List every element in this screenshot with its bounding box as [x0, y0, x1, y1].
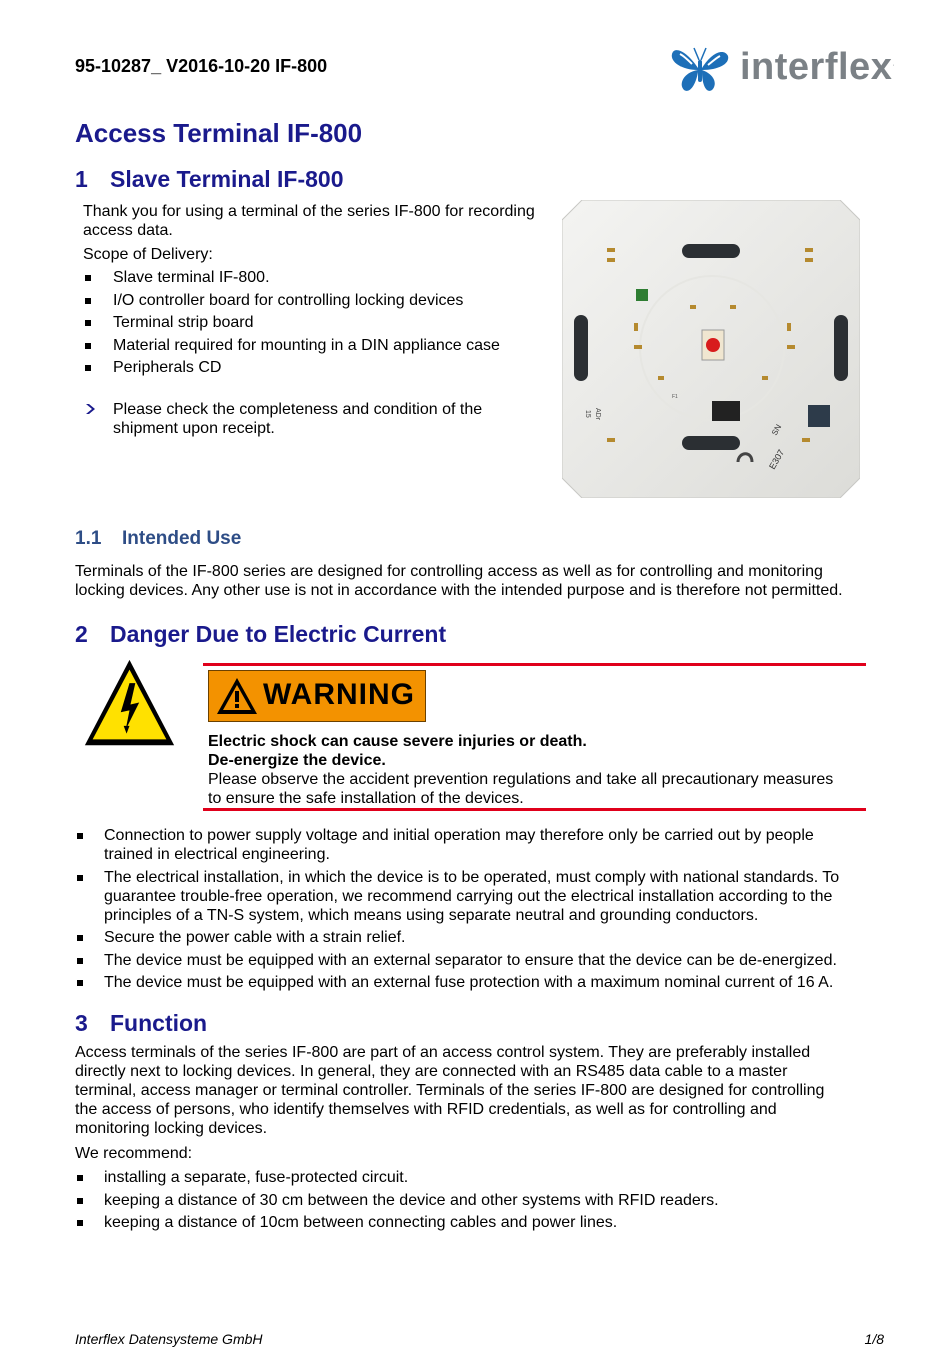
text-line: Thank you for using a terminal of the series IF-800 for recording — [83, 203, 535, 220]
electric-safety-list — [75, 826, 839, 992]
document-id: 95-10287_ V2016-10-20 IF-800 — [75, 56, 328, 76]
warning-bold-line: Electric shock can cause severe injuries or death. — [208, 733, 587, 750]
section-title: Intended Use — [122, 528, 242, 549]
section-2-heading — [75, 621, 446, 648]
bullet-icon — [85, 320, 91, 326]
text-line: access data. — [83, 222, 173, 239]
text-line: Please check the completeness and condition of the — [113, 401, 483, 418]
butterfly-icon — [668, 40, 734, 96]
exclamation-triangle-icon — [215, 676, 259, 716]
terminal-board-photo — [562, 200, 860, 498]
high-voltage-warning-icon — [81, 656, 178, 753]
text-line: locking devices. Any other use is not in accordance with the intended purpose and is therefore not permitted. — [75, 582, 843, 599]
text-line: shipment upon receipt. — [113, 420, 275, 437]
bullet-icon — [77, 935, 83, 941]
text-line: to ensure the safe installation of the devices. — [208, 790, 524, 807]
text-line: the access of persons, who identify themselves with RFID credentials, as well as for controlling and — [75, 1101, 777, 1118]
function-paragraph — [75, 1043, 824, 1138]
list-item: The device must be equipped with an external separator to ensure that the device can be de-energized. — [75, 951, 839, 970]
list-item: Secure the power cable with a strain relief. — [75, 928, 839, 947]
board-label: F1 — [672, 394, 678, 400]
section-title: Danger Due to Electric Current — [110, 621, 447, 647]
section-title: Slave Terminal IF-800 — [110, 166, 344, 192]
section-1-intro — [83, 202, 535, 240]
board-label: E307 — [767, 447, 787, 471]
page-title: Access Terminal IF-800 — [75, 118, 363, 148]
bullet-icon — [85, 275, 91, 281]
bullet-icon — [77, 980, 83, 986]
list-item: The electrical installation, in which the device is to be operated, must comply with national standards. To guarantee trouble-free operation, we recommend carrying out the electrical installation according to the principles of a TN-S system, which means using separate neutral and grounding conductors. — [75, 868, 839, 925]
text-line: Please observe the accident prevention regulations and take all precautionary measures — [208, 771, 834, 788]
list-item: Connection to power supply voltage and initial operation may therefore only be carried out by people trained in electrical engineering. — [75, 826, 839, 864]
section-number: 3 — [75, 1010, 88, 1036]
bullet-icon — [85, 365, 91, 371]
text-line: Access terminals of the series IF-800 are part of an access control system. They are preferably installed — [75, 1044, 811, 1061]
warning-top-rule — [203, 663, 866, 666]
section-title: Function — [110, 1010, 208, 1036]
footer-company: Interflex Datensysteme GmbH — [75, 1331, 263, 1347]
warning-bottom-rule — [203, 808, 866, 811]
section-number: 2 — [75, 621, 88, 647]
warning-label: WARNING — [263, 678, 415, 711]
text-line: terminal, access manager or terminal controller. Terminals of the series IF-800 are designed for controlling — [75, 1082, 825, 1099]
bullet-icon — [77, 833, 83, 839]
logo-text: interflex. — [740, 46, 895, 88]
bullet-icon — [85, 298, 91, 304]
bullet-icon — [85, 343, 91, 349]
board-label: ADr — [594, 408, 601, 421]
bullet-icon — [77, 1198, 83, 1204]
bullet-icon — [77, 958, 83, 964]
section-number: 1 — [75, 166, 88, 192]
bullet-icon — [77, 1220, 83, 1226]
completeness-note — [83, 400, 543, 438]
board-label: 15 — [584, 410, 591, 418]
recommend-label: We recommend: — [75, 1145, 193, 1162]
text-line: monitoring locking devices. — [75, 1120, 268, 1137]
section-3-heading — [75, 1010, 207, 1037]
chevron-right-icon — [85, 403, 97, 415]
interflex-logo — [668, 40, 908, 96]
text-line: directly next to locking devices. In general, they are connected with an RS485 data cable to a master — [75, 1063, 788, 1080]
warning-bold-line: De-energize the device. — [208, 752, 386, 769]
intended-use-paragraph — [75, 562, 843, 600]
text-line: Terminals of the IF-800 series are designed for controlling access as well as for controlling and monitoring — [75, 563, 823, 580]
section-1-1-heading — [75, 528, 241, 550]
bullet-icon — [77, 875, 83, 881]
board-label: SN — [769, 422, 784, 437]
warning-badge — [208, 670, 426, 722]
list-item: The device must be equipped with an external fuse protection with a maximum nominal current of 16 A. — [75, 973, 839, 992]
warning-message — [208, 732, 833, 808]
scope-label: Scope of Delivery: — [83, 246, 213, 263]
section-1-heading — [75, 166, 344, 193]
bullet-icon — [77, 1175, 83, 1181]
page-number: 1/8 — [864, 1331, 884, 1347]
section-number: 1.1 — [75, 528, 102, 549]
